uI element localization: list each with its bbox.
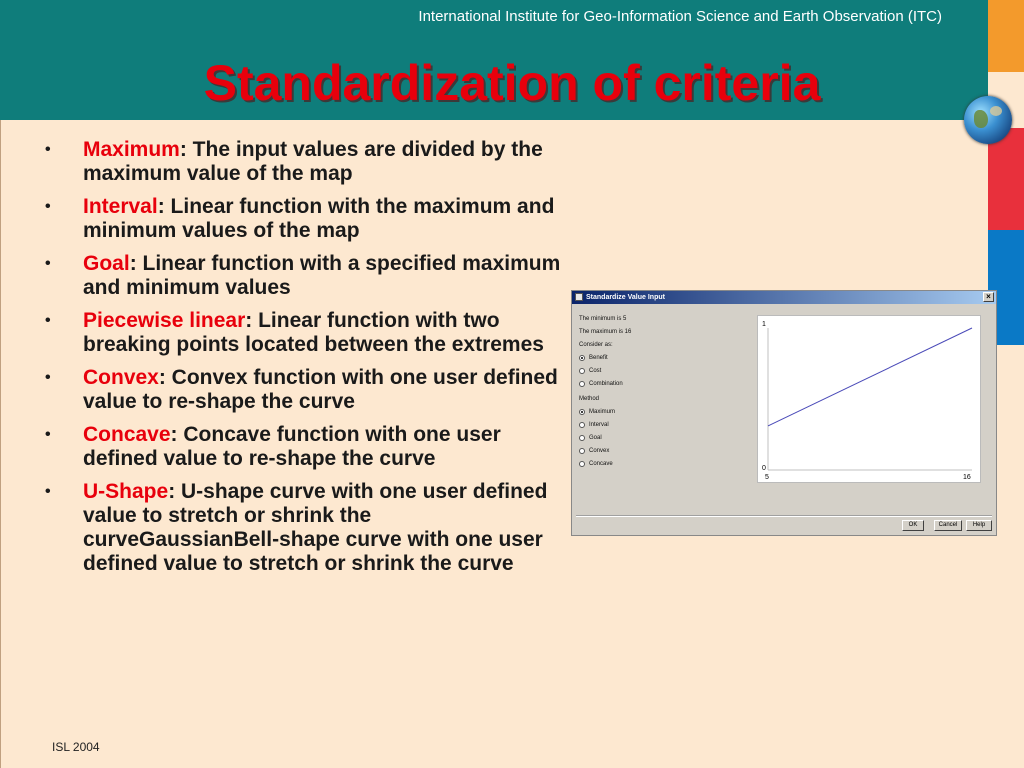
list-item: • Goal: Linear function with a specified maximum and minimum values xyxy=(45,252,561,299)
list-item: • Interval: Linear function with the maximum and minimum values of the map xyxy=(45,195,555,242)
dialog-titlebar[interactable] xyxy=(572,291,996,304)
x-max-label: 16 xyxy=(963,474,971,481)
bullet-term: Piecewise linear xyxy=(83,309,246,332)
ok-button[interactable]: OK xyxy=(902,520,924,531)
bullet-text: : Linear function with two breaking points located between the extremes xyxy=(83,309,544,356)
series-line xyxy=(768,328,972,426)
x-min-label: 5 xyxy=(765,474,769,481)
radio-concave-label: Concave xyxy=(589,461,613,467)
close-button[interactable]: × xyxy=(983,292,994,302)
method-label: Method xyxy=(579,396,600,402)
radio-interval[interactable] xyxy=(579,422,585,428)
bullet-term: Goal xyxy=(83,252,130,275)
standardize-dialog xyxy=(571,290,997,536)
minimum-text: The minimum is 5 xyxy=(579,316,627,322)
standardization-plot xyxy=(757,315,981,483)
bullet-term: Concave xyxy=(83,423,171,446)
list-item: • Convex: Convex function with one user defined value to re-shape the curve xyxy=(45,366,558,413)
bullet-term: U-Shape xyxy=(83,480,169,503)
radio-convex[interactable] xyxy=(579,448,585,454)
bullet-text: : Convex function with one user defined value to re-shape the curve xyxy=(83,366,558,413)
radio-convex-label: Convex xyxy=(589,448,610,454)
window-icon xyxy=(575,293,583,301)
y-max-label: 1 xyxy=(762,321,766,328)
radio-goal-label: Goal xyxy=(589,435,602,441)
bullet-text: : U-shape curve with one user defined value to stretch or shrink the curveGaussianBell-shape curve with one user defined value to stretch or shrink the curve xyxy=(83,480,548,575)
slide-title: Standardization of criteria xyxy=(203,55,821,111)
radio-goal[interactable] xyxy=(579,435,585,441)
maximum-text: The maximum is 16 xyxy=(579,329,632,335)
list-item: • Maximum: The input values are divided by the maximum value of the map xyxy=(45,138,543,185)
bullet-text: : Linear function with a specified maximum and minimum values xyxy=(83,252,561,299)
bullet-text: : Concave function with one user defined value to re-shape the curve xyxy=(83,423,501,470)
bullet-term: Maximum xyxy=(83,138,180,161)
radio-benefit-label: Benefit xyxy=(589,355,608,361)
list-item: • Concave: Concave function with one user defined value to re-shape the curve xyxy=(45,423,501,470)
radio-benefit[interactable] xyxy=(579,355,585,361)
radio-interval-label: Interval xyxy=(589,422,609,428)
decor-stripe-orange xyxy=(988,0,1024,72)
plot-canvas xyxy=(758,316,980,482)
radio-cost-label: Cost xyxy=(589,368,602,374)
bullet-term: Convex xyxy=(83,366,159,389)
radio-combination[interactable] xyxy=(579,381,585,387)
organization-name: International Institute for Geo-Information Science and Earth Observation (ITC) xyxy=(418,8,942,25)
radio-maximum[interactable] xyxy=(579,409,585,415)
bullet-text: : The input values are divided by the maximum value of the map xyxy=(83,138,543,185)
bullet-term: Interval xyxy=(83,195,158,218)
help-button[interactable]: Help xyxy=(966,520,992,531)
dialog-separator xyxy=(576,515,992,517)
cancel-button[interactable]: Cancel xyxy=(934,520,962,531)
dialog-title: Standardize Value Input xyxy=(586,294,665,301)
bullet-text: : Linear function with the maximum and minimum values of the map xyxy=(83,195,555,242)
radio-combination-label: Combination xyxy=(589,381,623,387)
list-item: • U-Shape: U-shape curve with one user defined value to stretch or shrink the curveGaussianBell-shape curve with one user defined value to stretch or shrink the curve xyxy=(45,480,548,575)
bullet-list xyxy=(40,138,570,585)
y-min-label: 0 xyxy=(762,465,766,472)
footer-text: ISL 2004 xyxy=(52,740,100,754)
radio-maximum-label: Maximum xyxy=(589,409,616,415)
list-item: • Piecewise linear: Linear function with two breaking points located between the extremes xyxy=(45,309,544,356)
consider-label: Consider as: xyxy=(579,342,613,348)
radio-concave[interactable] xyxy=(579,461,585,467)
radio-cost[interactable] xyxy=(579,368,585,374)
